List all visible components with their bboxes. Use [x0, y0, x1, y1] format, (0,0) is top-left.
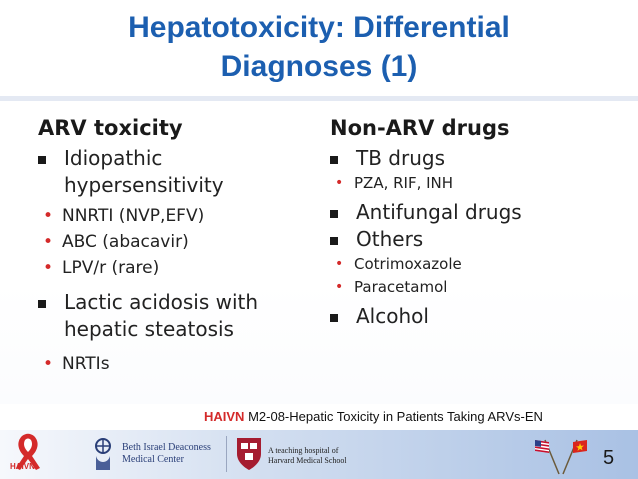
footnote-brand: HAIVN [204, 409, 245, 424]
sub-bullet-text: Paracetamol [354, 278, 448, 296]
dot-bullet-icon: • [43, 232, 54, 252]
sub-bullet-item [38, 351, 320, 377]
right-column [330, 115, 630, 330]
footnote-text: M2-08-Hepatic Toxicity in Patients Taking ARVs-EN [248, 409, 543, 424]
title-line-2: Diagnoses (1) [220, 50, 418, 83]
dot-bullet-icon: • [43, 206, 54, 226]
bullet-item [330, 303, 630, 330]
sub-bullet-item [330, 253, 630, 276]
sub-bullet-text: NRTIs [62, 354, 110, 374]
sub-bullet-text: PZA, RIF, INH [354, 174, 454, 192]
bidmc-name: Beth Israel Deaconess Medical Center [122, 442, 211, 465]
bullet-text: Antifungal drugs [356, 200, 522, 224]
dot-bullet-icon: • [43, 258, 54, 278]
square-bullet-icon [330, 237, 338, 245]
left-column [38, 115, 320, 377]
dot-bullet-icon: • [43, 354, 54, 374]
bullet-text: Others [356, 227, 424, 251]
slide-title [0, 8, 638, 86]
flags-icon [535, 434, 587, 476]
left-column-heading: ARV toxicity [38, 116, 183, 140]
haivn-logo-text: HAIVN [10, 462, 35, 471]
dot-bullet-icon: • [335, 256, 344, 272]
bullet-item [38, 145, 320, 199]
bullet-item [330, 226, 630, 253]
square-bullet-icon [38, 156, 46, 164]
logo-divider [226, 436, 227, 472]
square-bullet-icon [330, 156, 338, 164]
sub-bullet-text: Cotrimoxazole [354, 255, 462, 273]
sub-bullet-item [38, 255, 320, 281]
bullet-text: Lactic acidosis with hepatic steatosis [64, 290, 259, 341]
bullet-item [330, 199, 630, 226]
sub-bullet-item [330, 276, 630, 299]
bullet-text: TB drugs [356, 146, 446, 170]
harvard-shield-icon [235, 436, 263, 472]
dot-bullet-icon: • [335, 279, 344, 295]
title-line-1: Hepatotoxicity: Differential [128, 11, 510, 44]
sub-bullet-item [330, 172, 630, 195]
bidmc-emblem-icon [88, 434, 118, 474]
square-bullet-icon [38, 300, 46, 308]
right-column-heading: Non-ARV drugs [330, 116, 510, 140]
sub-bullet-text: LPV/r (rare) [62, 258, 160, 278]
page-number: 5 [603, 447, 615, 469]
sub-bullet-text: ABC (abacavir) [62, 232, 189, 252]
sub-bullet-item [38, 203, 320, 229]
bullet-text: Alcohol [356, 304, 429, 328]
bullet-item [330, 145, 630, 172]
square-bullet-icon [330, 210, 338, 218]
bullet-text: Idiopathic hypersensitivity [64, 146, 224, 197]
sub-bullet-text: NNRTI (NVP,EFV) [62, 206, 205, 226]
square-bullet-icon [330, 314, 338, 322]
harvard-affiliation-text: A teaching hospital of Harvard Medical School [268, 446, 347, 465]
dot-bullet-icon: • [335, 175, 344, 191]
bullet-item [38, 289, 320, 343]
slide-footnote [204, 409, 543, 425]
sub-bullet-item [38, 229, 320, 255]
